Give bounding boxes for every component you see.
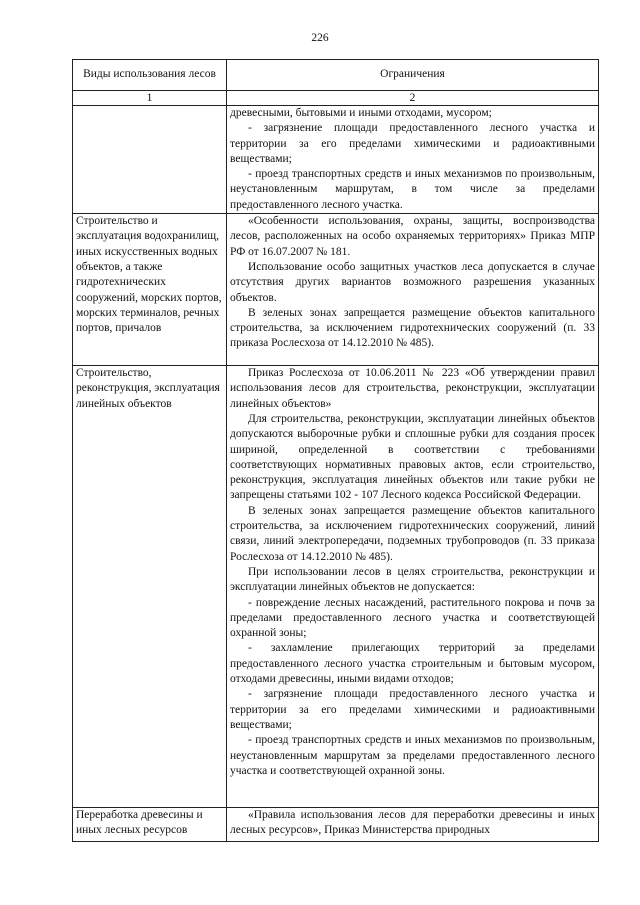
restriction-paragraph: - повреждение лесных насаждений, растительного покрова и почв за пределами предоставленного лесного участка и соответствующей охранной зоны; bbox=[230, 596, 595, 640]
restriction-paragraph: При использовании лесов в целях строительства, реконструкции и эксплуатации линейных объектов не допускается: bbox=[230, 565, 595, 594]
table-row bbox=[73, 808, 599, 842]
restriction-paragraph: древесными, бытовыми и иными отходами, мусором; bbox=[230, 107, 492, 119]
restrictions-table bbox=[72, 59, 599, 842]
restrictions-cell bbox=[227, 106, 599, 214]
forest-use-type-cell: Переработка древесины и иных лесных ресурсов bbox=[73, 808, 227, 842]
restrictions-cell bbox=[227, 808, 599, 842]
table-row bbox=[73, 106, 599, 214]
header-forest-use-types: Виды использования лесов bbox=[73, 60, 227, 91]
page-number: 226 bbox=[311, 32, 329, 44]
restrictions-cell bbox=[227, 214, 599, 366]
forest-use-type-cell bbox=[73, 106, 227, 214]
table-header-row bbox=[73, 60, 599, 91]
restriction-paragraph: - проезд транспортных средств и иных механизмов по произвольным, неустановленным маршрутам за пределами предоставленного лесного участка и соответствующей охранной зоны. bbox=[230, 734, 595, 777]
restrictions-cell bbox=[227, 366, 599, 808]
table-row bbox=[73, 366, 599, 808]
table-row bbox=[73, 214, 599, 366]
restriction-paragraph: «Особенности использования, охраны, защиты, воспроизводства лесов, расположенных на особо охраняемых территориях» Приказ МПР РФ от 16.07.2007 № 181. bbox=[230, 215, 595, 258]
restriction-paragraph: В зеленых зонах запрещается размещение объектов капитального строительства, за исключением гидротехнических сооружений, линий связи, линий электропередачи, подземных трубопроводов (п. 33 приказа Рослесхоза от 14.12.2010 № 485). bbox=[230, 504, 595, 563]
forest-use-type-cell: Строительство, реконструкция, эксплуатация линейных объектов bbox=[73, 366, 227, 808]
forest-use-type-cell: Строительство и эксплуатация водохранилищ, иных искусственных водных объектов, а также гидротехнических сооружений, морских портов, морских терминалов, речных портов, причалов bbox=[73, 214, 227, 366]
restriction-paragraph: Использование особо защитных участков леса допускается в случае отсутствия других вариантов возможного разрешения указанных объектов. bbox=[230, 260, 595, 304]
restriction-paragraph: - проезд транспортных средств и иных механизмов по произвольным, неустановленным маршрутам, в том числе за пределами предоставленного лесного участка. bbox=[230, 168, 595, 211]
restriction-paragraph: Приказ Рослесхоза от 10.06.2011 № 223 «Об утверждении правил использования лесов для строительства, реконструкции, эксплуатации линейных объектов» bbox=[230, 367, 595, 410]
header-restrictions: Ограничения bbox=[227, 60, 599, 91]
restriction-paragraph: «Правила использования лесов для переработки древесины и иных лесных ресурсов», Приказ Министерства природных bbox=[230, 809, 595, 837]
restriction-paragraph: - загрязнение площади предоставленного лесного участка и территории за его пределами химическими и радиоактивными веществами; bbox=[230, 688, 595, 731]
restriction-paragraph: Для строительства, реконструкции, эксплуатации линейных объектов допускаются выборочные рубки и сплошные рубки для создания просек шириной, определенной в соответствии с требованиями соответствующих нормативных правовых актов, если строительство, реконструкция, эксплуатация линейных объектов или такие рубки не запрещены статьями 102 - 107 Лесного кодекса Российской Федерации. bbox=[230, 412, 595, 502]
column-number-1: 1 bbox=[73, 91, 227, 106]
restriction-paragraph: - загрязнение площади предоставленного лесного участка и территории за его пределами химическими и радиоактивными веществами; bbox=[230, 122, 595, 165]
restriction-paragraph: - захламление прилегающих территорий за пределами предоставленного лесного участка строительным и бытовым мусором, отходами древесины, иными видами отходов; bbox=[230, 642, 595, 686]
column-number-2: 2 bbox=[227, 91, 599, 106]
table-numbering-row bbox=[73, 91, 599, 106]
restriction-paragraph: В зеленых зонах запрещается размещение объектов капитального строительства, за исключением гидротехнических сооружений (п. 33 приказа Рослесхоза от 14.12.2010 № 485). bbox=[230, 306, 595, 350]
